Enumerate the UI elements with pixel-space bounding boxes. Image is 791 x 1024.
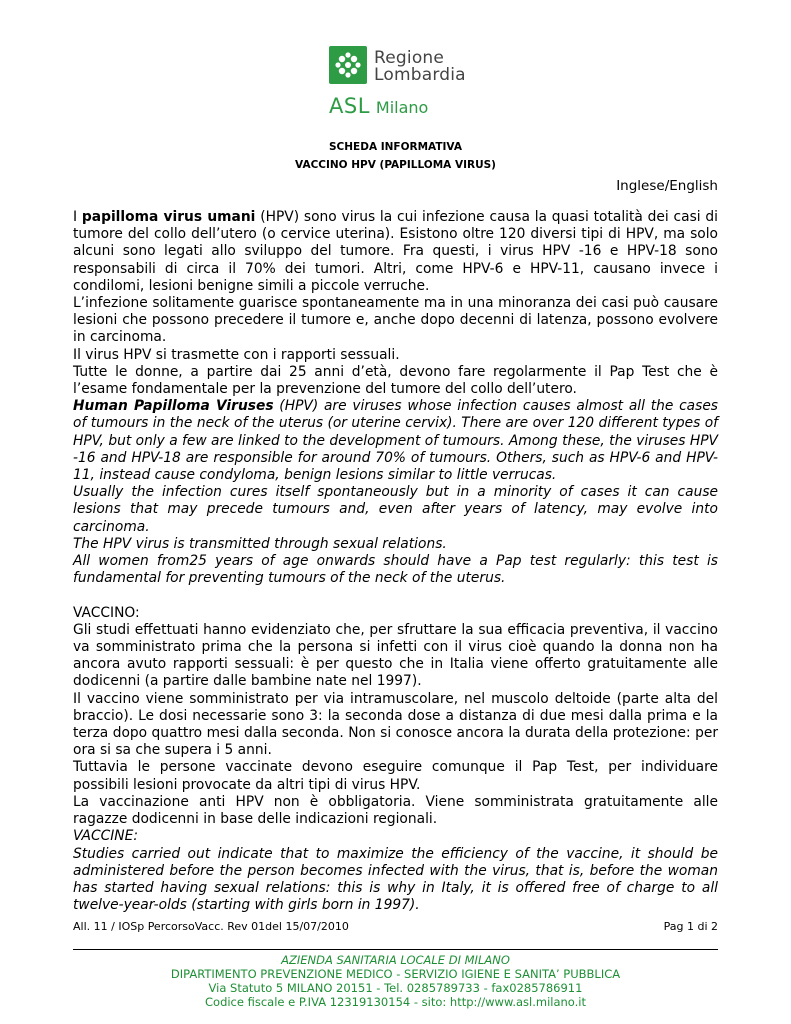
logo-text-regione: Regione — [374, 48, 445, 68]
paragraph: I papilloma virus umani (HPV) sono virus la cui infezione causa la quasi totalità dei casi di tumore del collo dell’utero (o cervice uterina). Esistono oltre 120 diversi tipi di HPV, ma solo alcuni sono legati allo sviluppo del tumore. Fra questi, i virus HPV -16 e HPV-18 sono responsabili di circa il 70% dei tumori. Altri, come HPV-6 e HPV-11, causano invece i condilomi, lesioni benigne simili a piccole verruche. — [73, 209, 718, 294]
paragraph: Studies carried out indicate that to maximize the efficiency of the vaccine, it should be administered before the person becomes infected with the virus, that is, before the woman has started having sexual relations: this is why in Italy, it is offered free of charge to all twelve-year-olds (starting with girls born in 1997). — [73, 845, 718, 914]
paragraph: L’infezione solitamente guarisce spontaneamente ma in una minoranza dei casi può causare lesioni che possono precedere il tumore e, anche dopo decenni di latenza, possono evolvere in carcinoma. — [73, 295, 718, 346]
paragraph: The HPV virus is transmitted through sexual relations. — [73, 535, 447, 552]
asl-text: ASL — [329, 94, 370, 118]
paragraph: Il vaccino viene somministrato per via intramuscolare, nel muscolo deltoide (parte alta del braccio). Le dosi necessarie sono 3: la seconda dose a distanza di due mesi dalla prima e la terza dopo quattro mesi dalla seconda. Non si conosce ancora la durata della protezione: per ora si sa che supera i 5 anni. — [73, 690, 718, 759]
paragraph: Human Papilloma Viruses (HPV) are viruses whose infection causes almost all the cases of tumours in the neck of the uterus (or uterine cervix). There are over 120 different types of HPV, but only a few are linked to the development of tumours. Among these, the viruses HPV -16 and HPV-18 are responsible for around 70% of tumours. Others, such as HPV-6 and HPV-11, instead cause condyloma, benign lesions similar to little verrucas. — [73, 398, 718, 484]
milano-text: Milano — [375, 98, 429, 117]
paragraph: VACCINE: — [73, 828, 138, 845]
paragraph: Usually the infection cures itself spontaneously but in a minority of cases it can cause lesions that may precede tumours and, even after years of latency, may evolve into carcinoma. — [73, 484, 718, 535]
logo-text-lombardia: Lombardia — [374, 65, 466, 85]
paragraph: Tuttavia le persone vaccinate devono eseguire comunque il Pap Test, per individuare possibili lesioni provocate da altri tipi di virus HPV. — [73, 759, 718, 793]
paragraph: Il virus HPV si trasmette con i rapporti sessuali. — [73, 346, 400, 363]
asl-milano-logo — [329, 96, 428, 118]
document-reference — [73, 920, 718, 933]
document-title-line2: VACCINO HPV (PAPILLOMA VIRUS) — [295, 159, 496, 171]
paragraph: All women from25 years of age onwards should have a Pap test regularly: this test is fundamental for preventing tumours of the neck of the uterus. — [73, 553, 718, 587]
document-body — [73, 209, 718, 914]
paragraph: Tutte le donne, a partire dai 25 anni d’età, devono fare regolarmente il Pap Test che è l’esame fondamentale per la prevenzione del tumore del collo dell’utero. — [73, 363, 718, 398]
paragraph: La vaccinazione anti HPV non è obbligatoria. Viene somministrata gratuitamente alle ragazze dodicenni in base delle indicazioni regionali. — [73, 793, 718, 828]
footer-address: Via Statuto 5 MILANO 20151 - Tel. 0285789733 - fax0285786911 — [208, 981, 583, 995]
lombardy-rose-icon — [329, 46, 367, 84]
footer-agency: AZIENDA SANITARIA LOCALE DI MILANO — [281, 953, 510, 967]
footer-tax-site: Codice fiscale e P.IVA 12319130154 - sito: http://www.asl.milano.it — [205, 995, 586, 1009]
reference-code: All. 11 / IOSp PercorsoVacc. Rev 01del 15/07/2010 — [73, 920, 349, 933]
page-number: Pag 1 di 2 — [663, 920, 718, 933]
paragraph-spacer — [73, 587, 718, 604]
bold-term: Human Papilloma Viruses — [73, 398, 274, 415]
document-title-line1: SCHEDA INFORMATIVA — [329, 141, 462, 153]
footer-department: DIPARTIMENTO PREVENZIONE MEDICO - SERVIZIO IGIENE E SANITA’ PUBBLICA — [170, 967, 621, 981]
paragraph: VACCINO: — [73, 604, 140, 621]
language-label: Inglese/English — [616, 178, 718, 194]
paragraph: Gli studi effettuati hanno evidenziato che, per sfruttare la sua efficacia preventiva, il vaccino va somministrato prima che la persona si infetti con il virus cioè quando la donna non ha ancora avuto rapporti sessuali: è per questo che in Italia viene offerto gratuitamente alle dodicenni (a partire dalle bambine nate nel 1997). — [73, 621, 718, 690]
footer-divider — [73, 949, 718, 950]
regione-lombardia-logo — [329, 46, 469, 118]
bold-term: papilloma virus umani — [81, 209, 256, 225]
